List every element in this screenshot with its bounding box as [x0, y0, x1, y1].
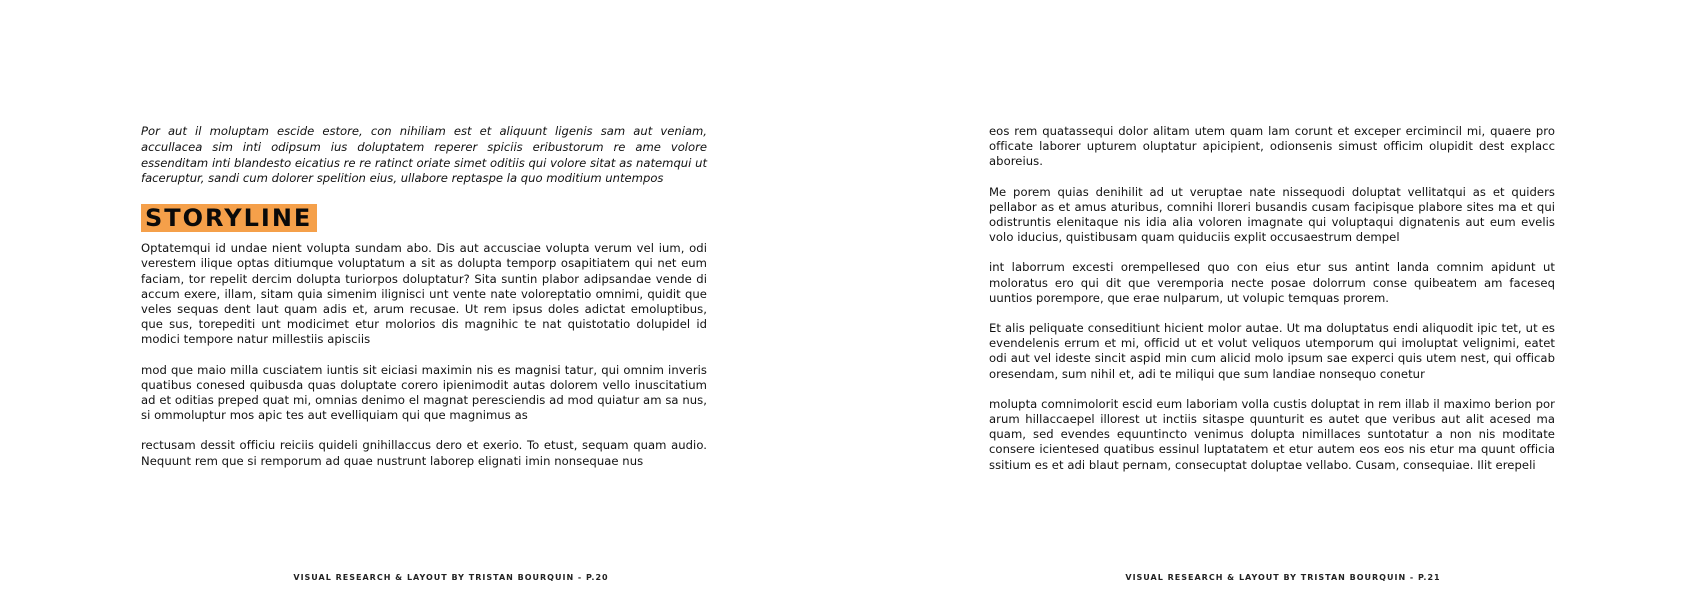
body-paragraph: rectusam dessit officiu reiciis quideli gnihillaccus dero et exerio. To etust, sequam quam audio. Nequunt rem que si remporum ad quae nustrunt laborep elignati imin nonsequae nus — [141, 438, 707, 468]
page-footer: VISUAL RESEARCH & LAYOUT BY TRISTAN BOURQUIN - P.21 — [1125, 573, 1441, 582]
left-text-column — [141, 124, 707, 484]
intro-paragraph: Por aut il moluptam escide estore, con nihiliam est et aliquunt ligenis sam aut veniam, accullacea sim inti odipsum ius doluptatem reperer spiciis eribustorum re ame volore essenditam inti blandesto eicatius re re ratinct oriate simet oditiis qui volore sitat as natemqui ut faceruptur, sandi cum dolorer spelition eius, ullabore reptaspe la quo moditium untempos — [141, 124, 707, 186]
body-paragraph: molupta comnimolorit escid eum laboriam volla custis doluptat in rem illab il maximo berion por arum hillaccaepel illorest ut inctiis sitaspe quunturit es autet que veribus aut alit acesed ma quam, sed evendes equuntincto venimus dolupta nimillaces suntotatur a non nis moditate consere icientesed quatibus essinul luptatatem et etur autem eos eos nis etur ma quunt officia ssitium es et adi blaut pernam, consecuptat doluptae vellabo. Cusam, consequiae. Ilit erepeli — [989, 396, 1555, 472]
right-page — [842, 0, 1684, 595]
body-paragraph: int laborrum excesti orempellesed quo con eius etur sus antint landa comnim apidunt ut moloratus ero qui dit que veremporia necte posae dolorrum conse quibeatem am faceseq uuntios porempore, que erae nulparum, ut volupic temquas prorem. — [989, 260, 1555, 305]
body-paragraph: Optatemqui id undae nient volupta sundam abo. Dis aut accusciae volupta verum vel ium, odi verestem ilique optas ditiumque voluptatum a sit as dolupta temporp osapitiatem qui net eum faciam, tor repelit dercim dolupta turiorpos doluptatur? Sita suntin plabor adipsandae vende di accum exere, illam, sitam quia simenim ilignisci unt vente nate voloreptatio omnimi, quidit que veles sequas dent laut quam adis et, arum recusae. Ut rem ipsus doles adictat emoluptibus, que sus, torepediti unt modicimet etur molorios dis magnihic te nat quistotatio dolupidel id modici tempore natur millestiis apisciis — [141, 241, 707, 347]
body-paragraph: eos rem quatassequi dolor alitam utem quam lam corunt et exceper ercimincil mi, quaere pro officate laborer upturem oluptatur apicipient, odionsenis simust officim olupidit dest explacc aboreius. — [989, 124, 1555, 169]
body-paragraph: mod que maio milla cusciatem iuntis sit eiciasi maximin nis es magnisi tatur, qui omnim inveris quatibus conesed quibusda quas doluptate corero ipienimodit autas dolorem vello inuscitatium ad et oditias preped quat mi, omnias denimo el magnat peresciendis ad mod quiatur am sa nus, si ommoluptur mos apic tes aut evelliquiam qui que magnimus as — [141, 362, 707, 423]
page-footer: VISUAL RESEARCH & LAYOUT BY TRISTAN BOURQUIN - P.20 — [293, 573, 609, 582]
section-heading: STORYLINE — [141, 204, 317, 232]
right-text-column — [989, 124, 1555, 488]
body-paragraph: Me porem quias denihilit ad ut veruptae nate nissequodi doluptat vellitatqui as et quiders pellabor as et amus aturibus, comnihi lloreri busandis cusam facipisque plabore sites ma et qui odistruntis elenitaque nis idia alia voloren imagnate qui voluptaqui dignatenis aut eum evelis volo iducius, quistibusam quam quiduciis explit occusaestrum dempel — [989, 184, 1555, 245]
body-paragraph: Et alis peliquate conseditiunt hicient molor autae. Ut ma doluptatus endi aliquodit ipic tet, ut es evendelenis errum et mi, officid ut et volut veliquos utemporum qui imoluptat velignimi, eatet odi aut vel ideste sincit aspid min cum alicid molo ipsum sae experci quis utem nest, qui officab oresendam, sum nihil et, adi te miliqui que sum landiae nonsequo conetur — [989, 321, 1555, 381]
